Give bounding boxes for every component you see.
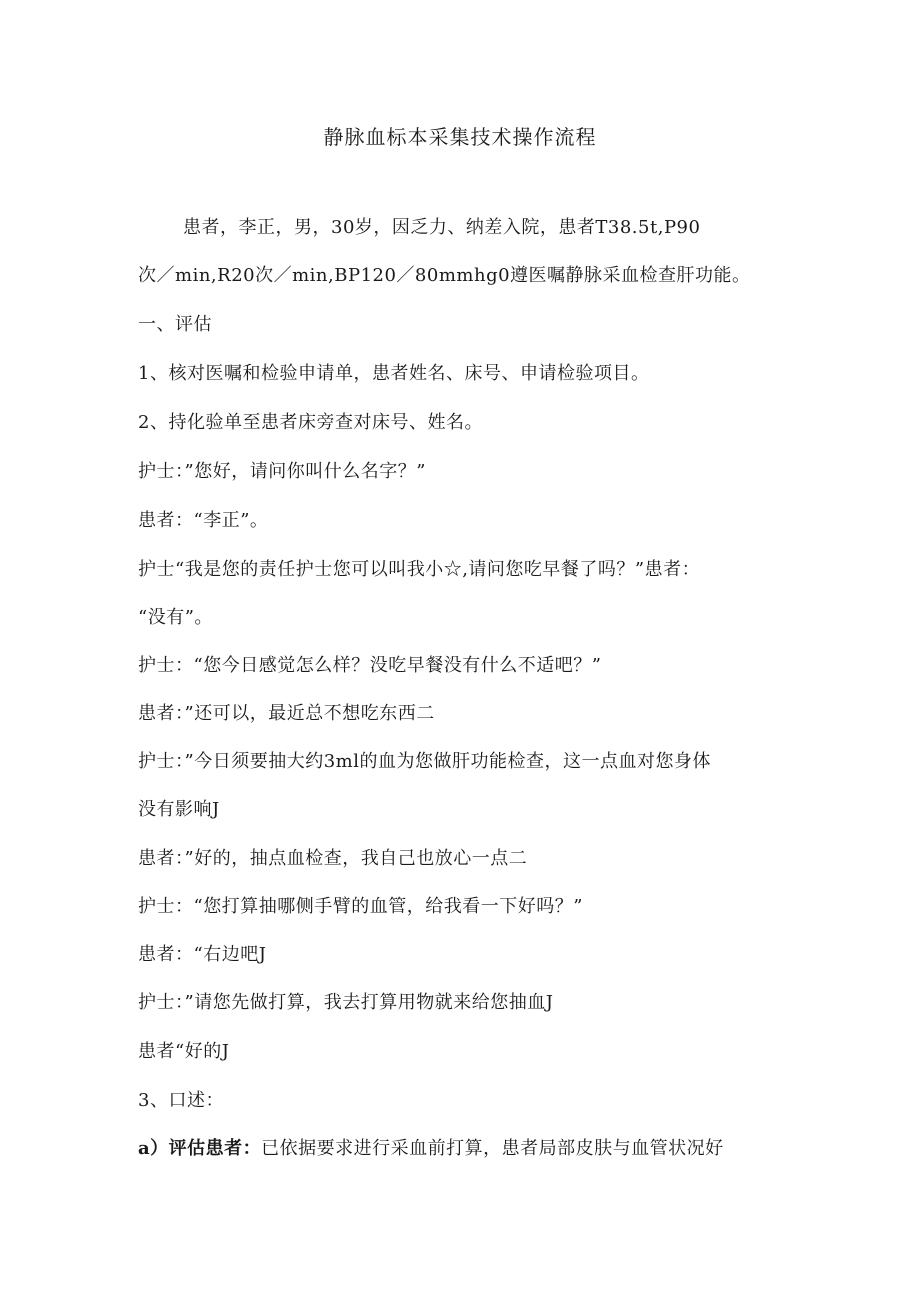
dialogue-line: 护士：”今日须要抽大约3ml的血为您做肝功能检查，这一点血对您身体 [138,751,711,772]
dialogue-line: 护士“我是您的责任护士您可以叫我小☆,请问您吃早餐了吗？”患者： [138,559,701,580]
dialogue-line: 护士：”请您先做打算，我去打算用物就来给您抽血J [138,992,554,1013]
dialogue-line: 护士：“您打算抽哪侧手臂的血管，给我看一下好吗？” [138,896,583,917]
dialogue-line: 护士：“您今日感觉怎么样？没吃早餐没有什么不适吧？” [138,655,602,676]
section-heading-assessment: 一、评估 [138,314,212,335]
document-title: 静脉血标本采集技术操作流程 [323,125,597,149]
step-2: 2、持化验单至患者床旁查对床号、姓名。 [138,412,483,433]
dialogue-line: “没有”。 [138,607,213,628]
step-3: 3、口述： [138,1090,224,1111]
dialogue-line: 患者：”还可以，最近总不想吃东西二 [138,703,435,724]
dialogue-line: 护士：”您好，请问你叫什么名字？” [138,461,426,482]
step-3a [138,1135,724,1163]
dialogue-line: 患者：”好的，抽点血检查，我自己也放心一点二 [138,848,528,869]
step-3a-label: a）评估患者： [138,1138,262,1159]
step-1: 1、核对医嘱和检验申请单，患者姓名、床号、申请检验项目。 [138,363,650,384]
dialogue-line: 患者：“右边吧J [138,944,267,965]
intro-line-2: 次／min,R20次／min,BP120／80mmhg0遵医嘱静脉采血检查肝功能。 [138,265,751,286]
dialogue-line: 没有影响J [138,799,220,820]
step-3a-text: 已依据要求进行采血前打算，患者局部皮肤与血管状况好 [261,1138,724,1159]
intro-line-1: 患者，李正，男，30岁，因乏力、纳差入院，患者T38.5t,P90 [183,217,701,238]
dialogue-line: 患者“好的J [138,1041,230,1062]
dialogue-line: 患者：“李正”。 [138,510,269,531]
